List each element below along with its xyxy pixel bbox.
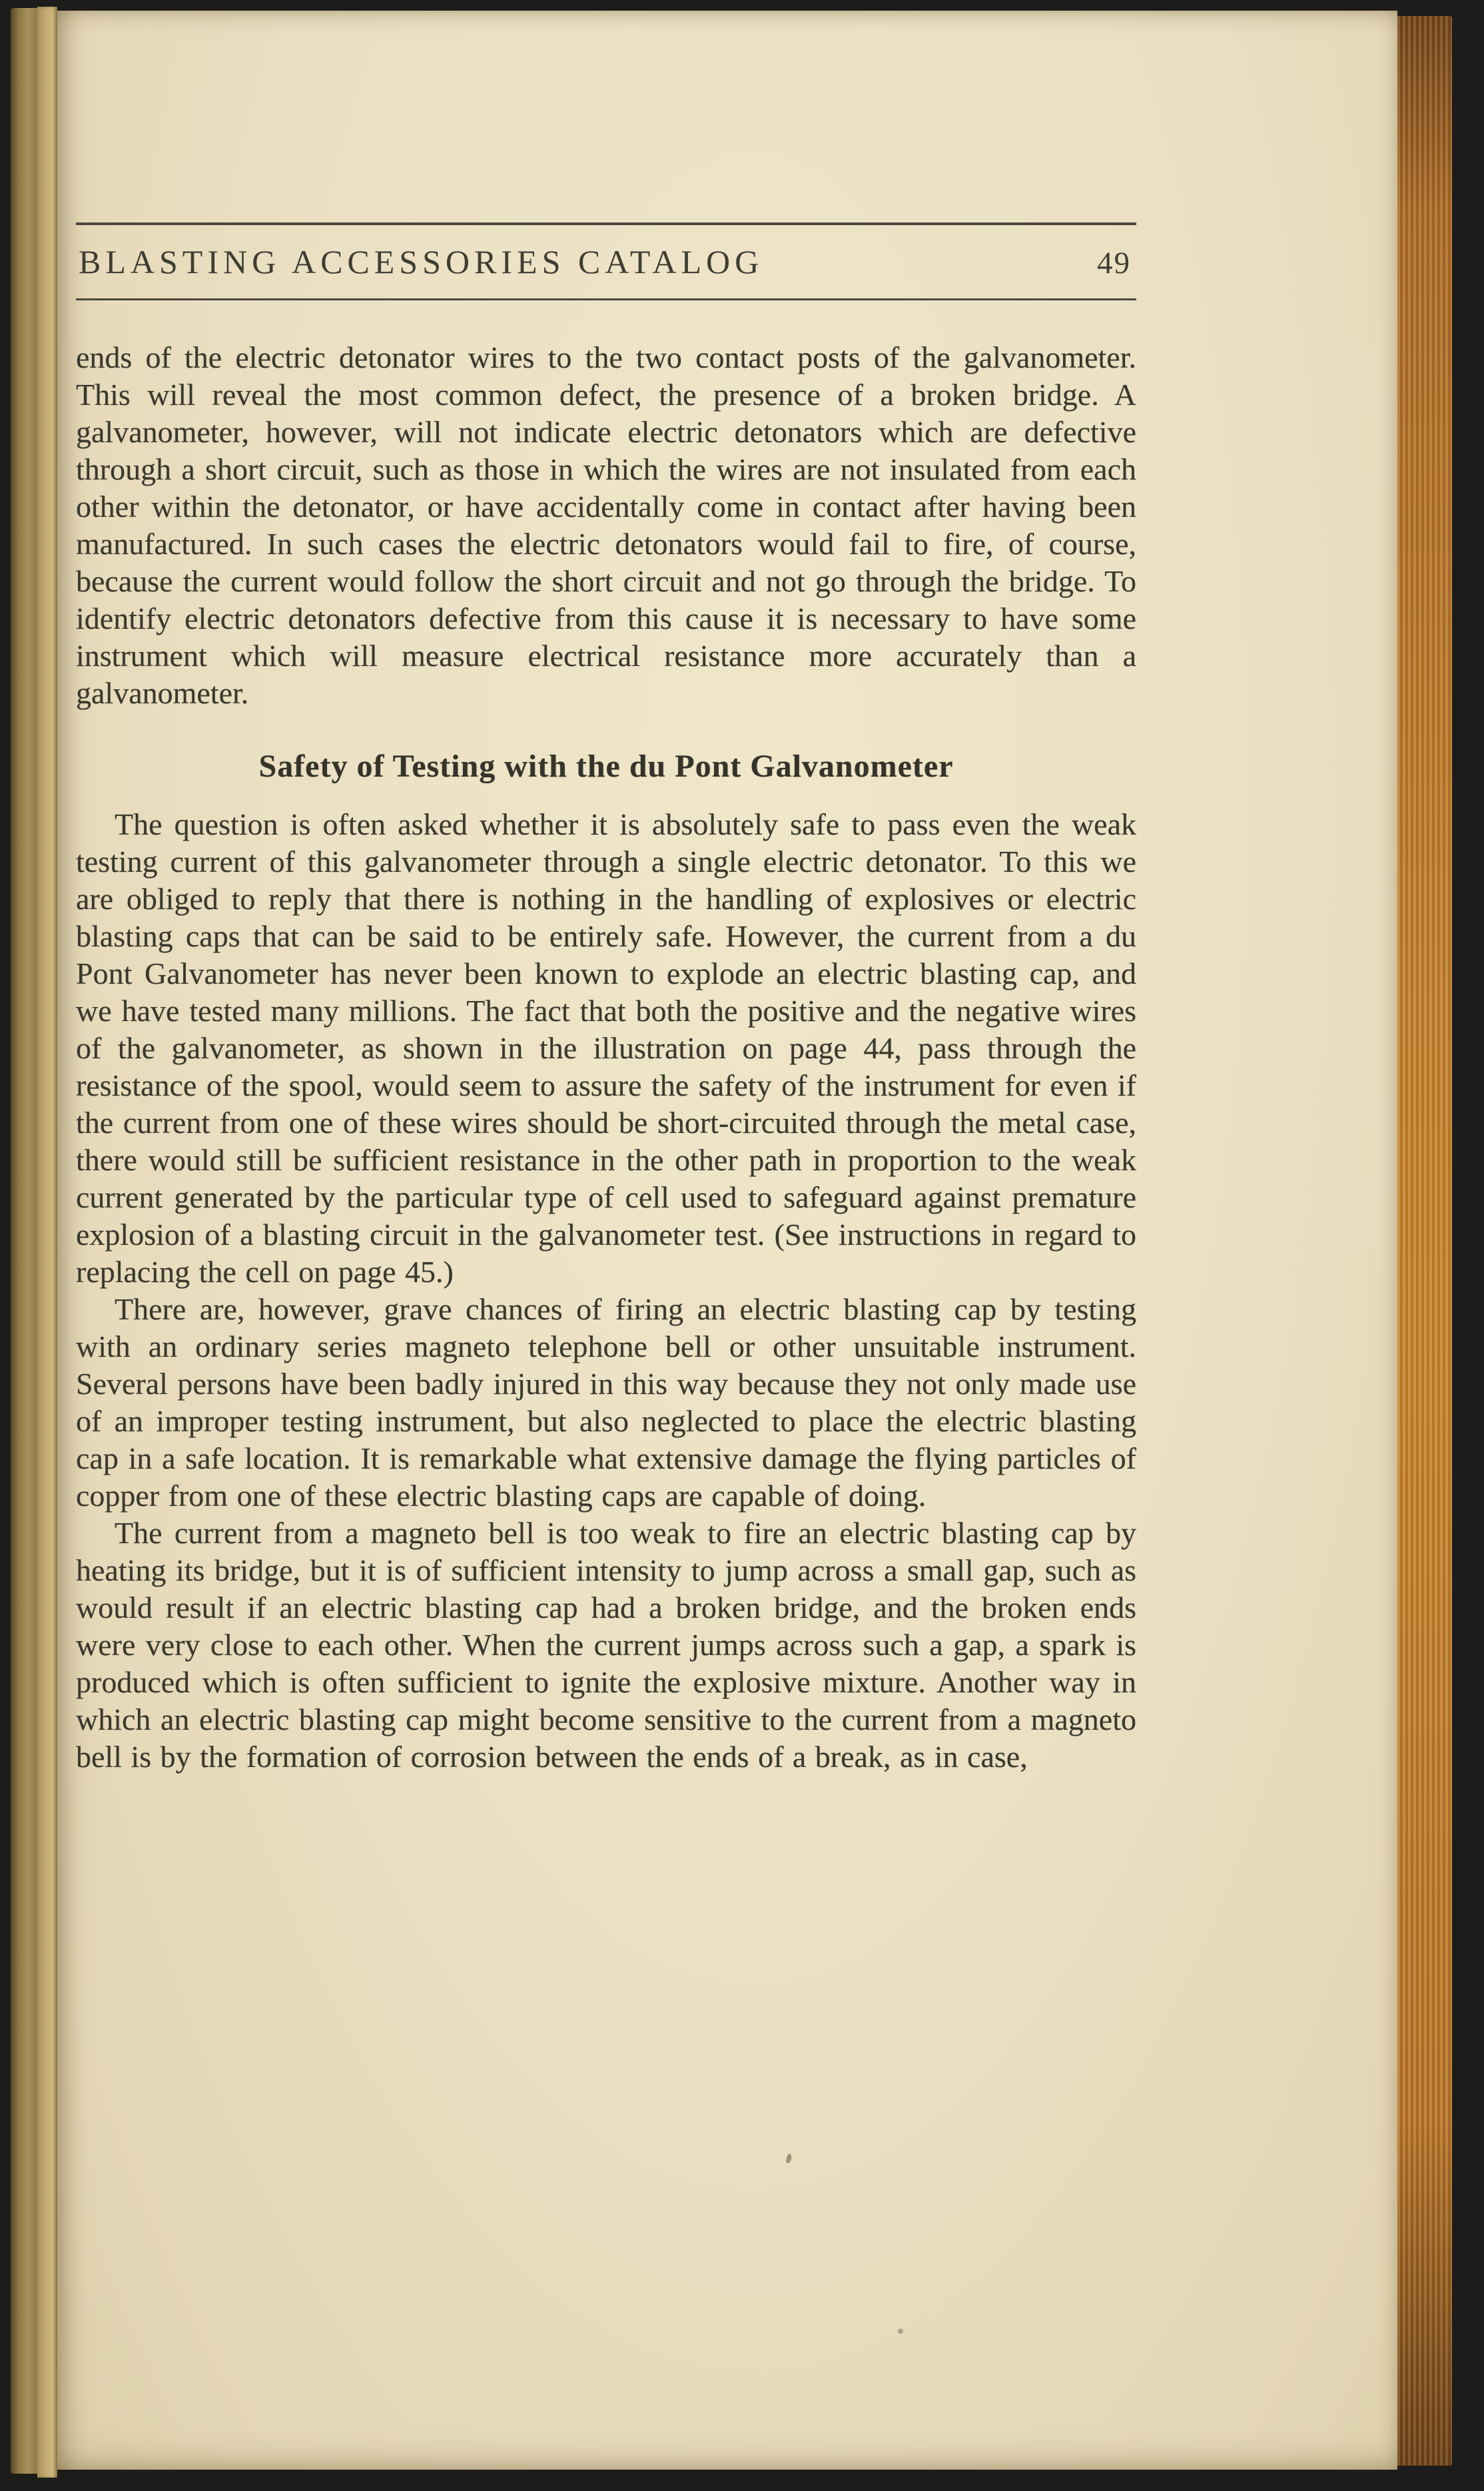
- book-page: [57, 11, 1397, 2470]
- body-text: [76, 339, 1136, 1776]
- paragraph-safety: The question is often asked whether it is absolutely safe to pass even the weak testing current of this galvanometer through a single electric detonator. To this we are obliged to reply that there is nothing in the handling of explosives or electric blasting caps that can be said to be entirely safe. However, the current from a du Pont Galvanometer has never been known to explode an electric blasting cap, and we have tested many millions. The fact that both the positive and the negative wires of the galvanometer, as shown in the illustration on page 44, pass through the resistance of the spool, would seem to assure the safety of the instrument for even if the current from one of these wires should be short-circuited through the metal case, there would still be sufficient resistance in the other path in proportion to the weak current generated by the particular type of cell used to safeguard against premature explosion of a blasting circuit in the galvanometer test. (See instructions in regard to replacing the cell on page 45.): [76, 807, 1136, 1289]
- book-spine-edge-outer: [11, 8, 37, 2474]
- header-rule-bottom: [76, 298, 1136, 300]
- print-speck: [898, 2328, 903, 2334]
- header-rule-top: [76, 222, 1136, 225]
- page-header: [76, 242, 1136, 281]
- text-column: [76, 222, 1136, 1776]
- section-heading: Safety of Testing with the du Pont Galvanometer: [258, 749, 954, 784]
- page-number: 49: [1097, 246, 1131, 280]
- paragraph-continuation: ends of the electric detonator wires to the two contact posts of the galvanometer. This will reveal the most common defect, the presence of a broken bridge. A galvanometer, however, will not indicate electric detonators which are defective through a short circuit, such as those in which the wires are not insulated from each other within the detonator, or have accidentally come in contact after having been manufactured. In such cases the electric detonators would fail to fire, of course, because the current would follow the short circuit and not go through the bridge. To identify electric detonators defective from this cause it is necessary to have some instrument which will measure electrical resistance more accurately than a galvanometer.: [76, 340, 1136, 710]
- page-fore-edge: [1397, 16, 1452, 2466]
- print-speck: [785, 2153, 792, 2163]
- book-spine-edge-inner: [37, 7, 57, 2478]
- paragraph-magneto-current: The current from a magneto bell is too weak to fire an electric blasting cap by heating its bridge, but it is of sufficient intensity to jump across a small gap, such as would result if an electric blasting cap had a broken bridge, and the broken ends were very close to each other. When the current jumps across such a gap, a spark is produced which is often sufficient to ignite the explosive mixture. Another way in which an electric blasting cap might become sensitive to the current from a magneto bell is by the formation of corrosion between the ends of a break, as in case,: [76, 1516, 1136, 1774]
- running-title: BLASTING ACCESSORIES CATALOG: [79, 243, 764, 280]
- paragraph-magneto-danger: There are, however, grave chances of firing an electric blasting cap by testing with an ordinary series magneto telephone bell or other unsuitable instrument. Several persons have been badly injured in this way because they not only made use of an improper testing instrument, but also neglected to place the electric blasting cap in a safe location. It is remarkable what extensive damage the flying particles of copper from one of these electric blasting caps are capable of doing.: [76, 1292, 1136, 1513]
